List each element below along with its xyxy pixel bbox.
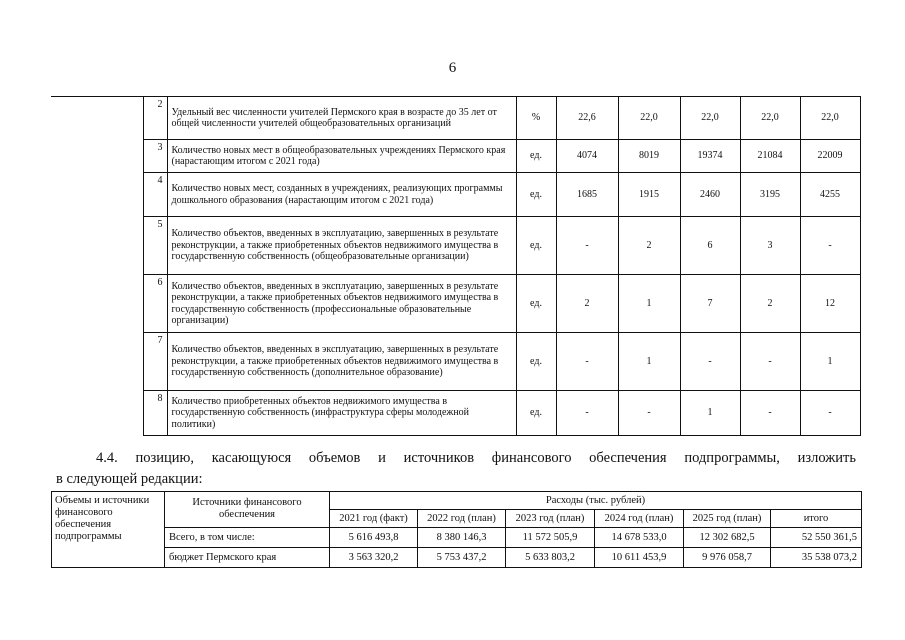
- indicator-row: [51, 275, 860, 333]
- amount-cell: 11 572 505,9: [506, 528, 595, 548]
- year-header: 2021 год (факт): [330, 510, 418, 528]
- unit: ед.: [516, 217, 556, 275]
- value-cell: 8019: [618, 140, 680, 173]
- amount-cell: 5 616 493,8: [330, 528, 418, 548]
- value-cell: 4074: [556, 140, 618, 173]
- value-cell: 4255: [800, 173, 860, 217]
- indicator-row: [51, 140, 860, 173]
- value-cell: -: [556, 217, 618, 275]
- source-name: бюджет Пермского края: [165, 548, 330, 568]
- left-blank-cell: [51, 97, 143, 436]
- year-header: 2025 год (план): [684, 510, 771, 528]
- amount-cell: 5 633 803,2: [506, 548, 595, 568]
- indicator-row: [51, 217, 860, 275]
- value-cell: 1: [800, 333, 860, 391]
- year-header: 2023 год (план): [506, 510, 595, 528]
- row-number: 8: [143, 391, 167, 436]
- value-cell: 21084: [740, 140, 800, 173]
- amount-cell: 10 611 453,9: [595, 548, 684, 568]
- value-cell: 19374: [680, 140, 740, 173]
- finance-row-label: Объемы и источники финансового обеспечения подпрограммы: [52, 492, 165, 568]
- indicator-row: [51, 97, 860, 140]
- indicator-row: [51, 333, 860, 391]
- indicator-name: Количество объектов, введенных в эксплуатацию, завершенных в результате реконструкции, а также приобретенных объектов недвижимого имущества в государственную собственность (профессиональные образовательные организации): [167, 275, 516, 333]
- row-number: 5: [143, 217, 167, 275]
- finance-header-row: [52, 492, 862, 510]
- expenses-header: Расходы (тыс. рублей): [330, 492, 862, 510]
- value-cell: 1: [618, 275, 680, 333]
- paragraph-line-2: в следующей редакции:: [56, 471, 203, 487]
- row-number: 4: [143, 173, 167, 217]
- value-cell: 6: [680, 217, 740, 275]
- year-header: 2022 год (план): [418, 510, 506, 528]
- value-cell: 3195: [740, 173, 800, 217]
- finance-row: [52, 528, 862, 548]
- indicator-name: Количество новых мест, созданных в учреждениях, реализующих программы дошкольного образования (нарастающим итогом с 2021 года): [167, 173, 516, 217]
- value-cell: 22,6: [556, 97, 618, 140]
- finance-table: [51, 491, 862, 568]
- value-cell: -: [740, 391, 800, 436]
- row-number: 3: [143, 140, 167, 173]
- value-cell: 12: [800, 275, 860, 333]
- finance-row: [52, 548, 862, 568]
- indicator-row: [51, 391, 860, 436]
- value-cell: 2: [618, 217, 680, 275]
- value-cell: 1: [618, 333, 680, 391]
- year-header: 2024 год (план): [595, 510, 684, 528]
- value-cell: 2: [740, 275, 800, 333]
- indicator-name: Количество новых мест в общеобразовательных учреждениях Пермского края (нарастающим итогом с 2021 года): [167, 140, 516, 173]
- unit: ед.: [516, 173, 556, 217]
- value-cell: -: [618, 391, 680, 436]
- amount-cell: 9 976 058,7: [684, 548, 771, 568]
- sources-header: Источники финансового обеспечения: [165, 492, 330, 528]
- unit: ед.: [516, 275, 556, 333]
- value-cell: 2: [556, 275, 618, 333]
- value-cell: 1915: [618, 173, 680, 217]
- total-cell: 52 550 361,5: [771, 528, 862, 548]
- value-cell: 2460: [680, 173, 740, 217]
- value-cell: 3: [740, 217, 800, 275]
- unit: ед.: [516, 391, 556, 436]
- unit: ед.: [516, 333, 556, 391]
- paragraph-line-1: 4.4. позицию, касающуюся объемов и источников финансового обеспечения подпрограммы, изложить: [96, 450, 856, 466]
- unit: %: [516, 97, 556, 140]
- value-cell: -: [800, 391, 860, 436]
- indicators-table: [51, 96, 861, 436]
- value-cell: -: [740, 333, 800, 391]
- unit: ед.: [516, 140, 556, 173]
- row-number: 2: [143, 97, 167, 140]
- value-cell: -: [556, 391, 618, 436]
- value-cell: 22009: [800, 140, 860, 173]
- row-number: 7: [143, 333, 167, 391]
- page-number: 6: [448, 60, 457, 76]
- value-cell: 1: [680, 391, 740, 436]
- source-name: Всего, в том числе:: [165, 528, 330, 548]
- amount-cell: 5 753 437,2: [418, 548, 506, 568]
- value-cell: 7: [680, 275, 740, 333]
- row-number: 6: [143, 275, 167, 333]
- indicator-name: Количество объектов, введенных в эксплуатацию, завершенных в результате реконструкции, а также приобретенных объектов недвижимого имущества в государственную собственность (общеобразовательные организации): [167, 217, 516, 275]
- value-cell: 22,0: [618, 97, 680, 140]
- indicator-name: Количество объектов, введенных в эксплуатацию, завершенных в результате реконструкции, а также приобретенных объектов недвижимого имущества в государственную собственность (дополнительное образование): [167, 333, 516, 391]
- amount-cell: 14 678 533,0: [595, 528, 684, 548]
- amount-cell: 3 563 320,2: [330, 548, 418, 568]
- value-cell: -: [556, 333, 618, 391]
- indicator-name: Количество приобретенных объектов недвижимого имущества в государственную собственность (инфраструктура сферы молодежной политики): [167, 391, 516, 436]
- value-cell: 1685: [556, 173, 618, 217]
- total-header: итого: [771, 510, 862, 528]
- total-cell: 35 538 073,2: [771, 548, 862, 568]
- value-cell: -: [800, 217, 860, 275]
- indicator-name: Удельный вес численности учителей Пермского края в возрасте до 35 лет от общей численности учителей общеобразовательных организаций: [167, 97, 516, 140]
- value-cell: 22,0: [740, 97, 800, 140]
- value-cell: -: [680, 333, 740, 391]
- amount-cell: 8 380 146,3: [418, 528, 506, 548]
- indicator-row: [51, 173, 860, 217]
- value-cell: 22,0: [680, 97, 740, 140]
- amount-cell: 12 302 682,5: [684, 528, 771, 548]
- value-cell: 22,0: [800, 97, 860, 140]
